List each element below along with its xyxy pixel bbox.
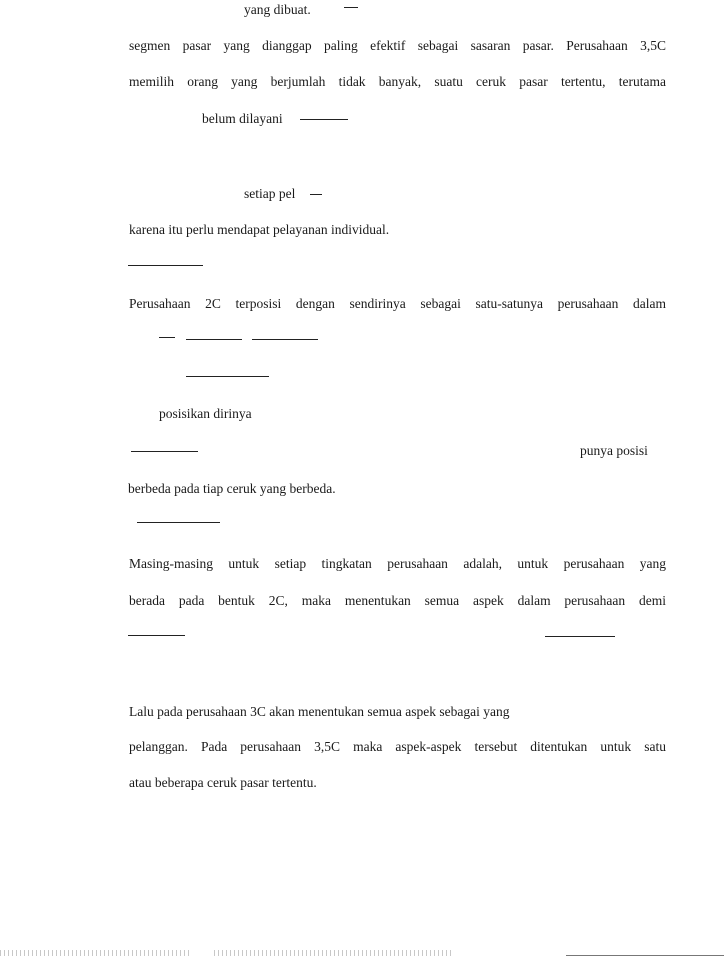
blank-rule: [310, 194, 322, 195]
blank-rule: [128, 265, 203, 266]
blank-rule: [545, 636, 615, 637]
blank-rule: [131, 451, 198, 452]
text-line-7: Perusahaan 2C terposisi dengan sendirinya sebagai satu-satunya perusahaan dalam: [129, 296, 666, 311]
text-line-3: memilih orang yang berjumlah tidak banyak, suatu ceruk pasar tertentu, terutama: [129, 74, 666, 89]
blank-rule: [344, 7, 358, 8]
scan-noise: [0, 950, 190, 956]
blank-rule: [137, 522, 220, 523]
blank-rule: [300, 119, 348, 120]
text-line-13: Lalu pada perusahaan 3C akan menentukan semua aspek sebagai yang: [129, 704, 510, 719]
text-line-9: punya posisi: [580, 443, 648, 458]
text-line-1: yang dibuat.: [244, 2, 311, 17]
text-line-8: posisikan dirinya: [159, 406, 252, 421]
blank-rule: [252, 339, 318, 340]
footer-rule: [566, 955, 724, 956]
text-line-15: atau beberapa ceruk pasar tertentu.: [129, 775, 317, 790]
text-line-2: segmen pasar yang dianggap paling efektif sebagai sasaran pasar. Perusahaan 3,5C: [129, 38, 666, 53]
text-line-11: Masing-masing untuk setiap tingkatan perusahaan adalah, untuk perusahaan yang: [129, 556, 666, 571]
scan-noise: [214, 950, 454, 956]
text-line-5: setiap pel: [244, 186, 296, 201]
text-line-10: berbeda pada tiap ceruk yang berbeda.: [128, 481, 336, 496]
text-line-6: karena itu perlu mendapat pelayanan individual.: [129, 222, 390, 237]
blank-rule: [159, 337, 175, 338]
blank-rule: [128, 635, 185, 636]
blank-rule: [186, 339, 242, 340]
blank-rule: [186, 376, 269, 377]
text-line-4: belum dilayani: [202, 111, 283, 126]
text-line-14: pelanggan. Pada perusahaan 3,5C maka aspek-aspek tersebut ditentukan untuk satu: [129, 739, 666, 754]
text-line-12: berada pada bentuk 2C, maka menentukan semua aspek dalam perusahaan demi: [129, 593, 666, 608]
